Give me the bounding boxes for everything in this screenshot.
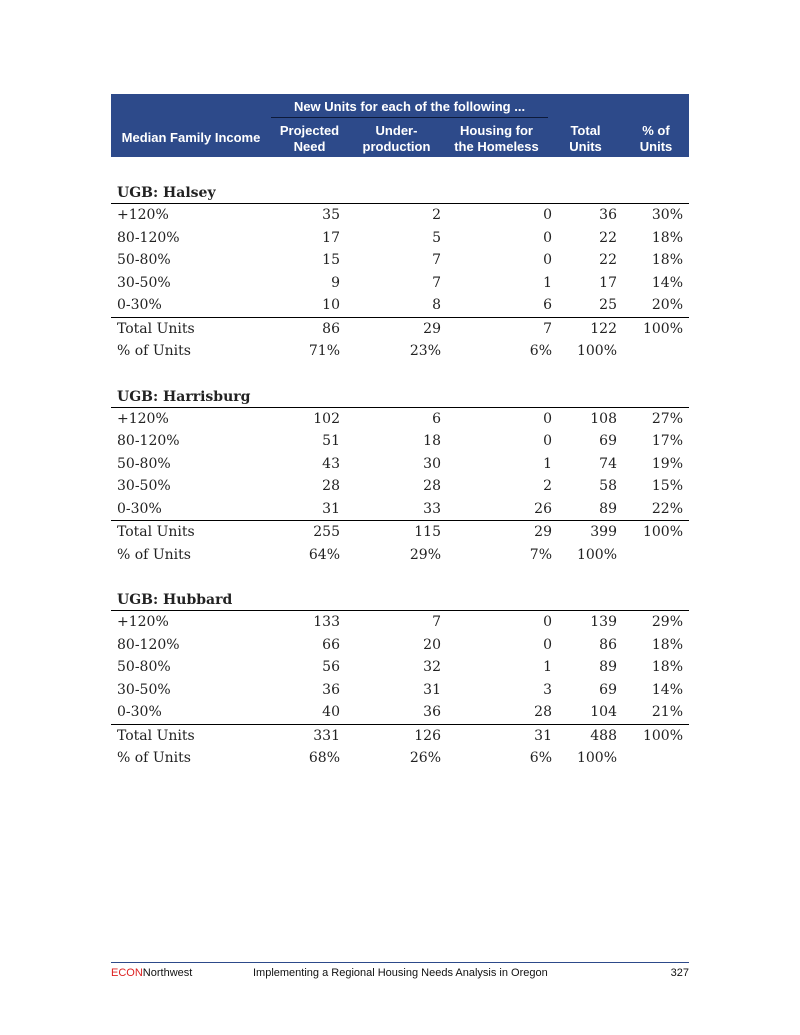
cell-col1: 9 [331, 274, 340, 291]
cell-col3: 6% [529, 750, 552, 766]
section-2 [111, 590, 689, 770]
brand-northwest [143, 967, 193, 979]
cell-col4: 25 [599, 297, 617, 313]
cell-col1: 28 [322, 478, 340, 494]
table-row [111, 408, 689, 431]
cell-col4: 58 [599, 478, 617, 494]
total-row [111, 317, 689, 341]
cell-col2: 2 [432, 207, 441, 223]
cell-col3: 0 [543, 614, 552, 630]
cell-col1: 255 [313, 524, 340, 540]
cell-col3: 3 [543, 681, 552, 698]
page-footer [111, 962, 689, 981]
cell-col5: 100% [642, 524, 683, 540]
table-body [111, 183, 689, 770]
percent-row [111, 747, 689, 770]
cell-col1: 15 [322, 252, 340, 268]
section-1 [111, 387, 689, 567]
table-row [111, 701, 689, 724]
cell-col3: 29 [534, 524, 552, 540]
cell-col3: 0 [543, 410, 552, 427]
table-row [111, 475, 689, 498]
cell-col2: 7 [432, 252, 441, 268]
header-pct-units-line2: Units [639, 139, 673, 154]
housing-needs-table [111, 94, 689, 770]
cell-col4: 100% [576, 750, 617, 766]
cell-col4: 488 [590, 727, 617, 744]
cell-col2: 23% [409, 343, 441, 359]
cell-col3: 7% [529, 546, 552, 563]
cell-col1: 133 [313, 614, 340, 630]
cell-col5: 27% [651, 410, 683, 427]
cell-col2: 26% [409, 750, 441, 766]
cell-col2: 31 [423, 681, 441, 698]
brand-econ: ECON [111, 967, 143, 979]
total-row [111, 724, 689, 748]
table-row [111, 611, 689, 634]
cell-col1: 35 [322, 207, 340, 223]
row-label: 30-50% [117, 478, 171, 494]
table-row [111, 249, 689, 272]
cell-col4: 17 [599, 274, 617, 291]
table-row [111, 272, 689, 295]
cell-col3: 2 [543, 478, 552, 494]
cell-col5: 18% [651, 636, 683, 653]
total-row [111, 520, 689, 544]
cell-col3: 0 [543, 636, 552, 653]
row-label: +120% [117, 207, 169, 223]
cell-col2: 33 [423, 500, 441, 517]
cell-col1: 71% [308, 343, 340, 359]
cell-col1: 10 [322, 297, 340, 313]
cell-col3: 0 [543, 207, 552, 223]
row-label: +120% [117, 410, 169, 427]
header-total-units-line1: Total [570, 123, 601, 138]
header-underproduction-line1: Under- [375, 123, 418, 138]
cell-col2: 29% [409, 546, 441, 563]
cell-col2: 28 [423, 478, 441, 494]
cell-col5: 29% [651, 614, 683, 630]
cell-col4: 89 [599, 500, 617, 517]
row-label: % of Units [117, 343, 191, 359]
cell-col1: 64% [308, 546, 340, 563]
cell-col3: 6 [543, 297, 552, 313]
row-label: 30-50% [117, 274, 171, 291]
cell-col2: 36 [423, 704, 441, 720]
cell-col2: 30 [423, 455, 441, 472]
cell-col4: 22 [599, 252, 617, 268]
table-header [111, 94, 689, 157]
cell-col2: 7 [432, 614, 441, 630]
cell-col1: 36 [322, 681, 340, 698]
cell-col2: 7 [432, 274, 441, 291]
cell-col5: 18% [651, 252, 683, 268]
cell-col3: 7 [543, 320, 552, 337]
section-title: UGB: Harrisburg [111, 387, 689, 408]
row-label: 80-120% [117, 229, 180, 246]
cell-col4: 100% [576, 343, 617, 359]
group-header-rule [271, 117, 548, 118]
cell-col4: 139 [590, 614, 617, 630]
cell-col1: 68% [308, 750, 340, 766]
section-0 [111, 183, 689, 363]
cell-col3: 6% [529, 343, 552, 359]
cell-col4: 100% [576, 546, 617, 563]
cell-col2: 8 [432, 297, 441, 313]
row-label: 30-50% [117, 681, 171, 698]
row-label: 0-30% [117, 500, 162, 517]
section-title: UGB: Hubbard [111, 590, 689, 611]
cell-col2: 20 [423, 636, 441, 653]
header-pct-units-line1: % of [642, 123, 670, 138]
cell-col3: 0 [543, 229, 552, 246]
cell-col1: 51 [322, 433, 340, 449]
cell-col3: 0 [543, 252, 552, 268]
cell-col2: 115 [414, 524, 441, 540]
cell-col3: 31 [534, 727, 552, 744]
cell-col4: 399 [590, 524, 617, 540]
cell-col4: 122 [590, 320, 617, 337]
cell-col5: 18% [651, 659, 683, 675]
row-label: 0-30% [117, 704, 162, 720]
table-row [111, 430, 689, 453]
cell-col3: 1 [543, 274, 552, 291]
cell-col5: 100% [642, 320, 683, 337]
cell-col1: 40 [322, 704, 340, 720]
cell-col2: 32 [423, 659, 441, 675]
table-row [111, 204, 689, 227]
header-total-units [548, 123, 623, 155]
cell-col1: 86 [322, 320, 340, 337]
cell-col5: 19% [651, 455, 683, 472]
table-row [111, 656, 689, 679]
cell-col5: 22% [651, 500, 683, 517]
row-label: 80-120% [117, 433, 180, 449]
header-projected-need-line1: Projected [279, 123, 340, 138]
percent-row [111, 340, 689, 363]
cell-col5: 100% [642, 727, 683, 744]
cell-col4: 69 [599, 433, 617, 449]
row-label: % of Units [117, 546, 191, 563]
table-row [111, 227, 689, 250]
cell-col3: 26 [534, 500, 552, 517]
cell-col3: 1 [543, 659, 552, 675]
cell-col4: 74 [599, 455, 617, 472]
row-label: 50-80% [117, 455, 171, 472]
cell-col1: 43 [322, 455, 340, 472]
cell-col5: 21% [651, 704, 683, 720]
cell-col3: 1 [543, 455, 552, 472]
cell-col4: 104 [590, 704, 617, 720]
cell-col5: 17% [651, 433, 683, 449]
cell-col1: 66 [322, 636, 340, 653]
cell-col4: 108 [590, 410, 617, 427]
cell-col5: 30% [651, 207, 683, 223]
table-row [111, 679, 689, 702]
cell-col5: 14% [651, 274, 683, 291]
cell-col5: 14% [651, 681, 683, 698]
cell-col1: 331 [313, 727, 340, 744]
cell-col1: 56 [322, 659, 340, 675]
cell-col4: 22 [599, 229, 617, 246]
percent-row [111, 544, 689, 567]
cell-col5: 18% [651, 229, 683, 246]
cell-col4: 89 [599, 659, 617, 675]
header-projected-need [271, 123, 348, 155]
row-label: Total Units [117, 524, 195, 540]
cell-col4: 86 [599, 636, 617, 653]
header-median-family-income: Median Family Income [121, 130, 261, 145]
header-total-units-line2: Units [569, 139, 602, 154]
document-title: Implementing a Regional Housing Needs Analysis in Oregon [253, 967, 548, 979]
cell-col2: 18 [423, 433, 441, 449]
cell-col4: 69 [599, 681, 617, 698]
cell-col1: 31 [322, 500, 340, 517]
row-label: 50-80% [117, 252, 171, 268]
brand-logo [111, 967, 192, 979]
page-number: 327 [670, 967, 689, 979]
row-label: 0-30% [117, 297, 162, 313]
cell-col4: 36 [599, 207, 617, 223]
group-header: New Units for each of the following ... [293, 99, 526, 114]
header-homeless-line2: the Homeless [454, 139, 539, 154]
cell-col2: 5 [432, 229, 441, 246]
cell-col1: 102 [313, 410, 340, 427]
table-row [111, 498, 689, 521]
row-label: Total Units [117, 320, 195, 337]
cell-col1: 17 [322, 229, 340, 246]
header-underproduction-line2: production [362, 139, 431, 154]
row-label: 80-120% [117, 636, 180, 653]
header-underproduction [348, 123, 445, 155]
header-pct-units [623, 123, 689, 155]
cell-col5: 15% [651, 478, 683, 494]
brand-rest: orthwest [150, 967, 193, 979]
table-row [111, 294, 689, 317]
section-title: UGB: Halsey [111, 183, 689, 204]
cell-col3: 28 [534, 704, 552, 720]
row-label: % of Units [117, 750, 191, 766]
cell-col5: 20% [651, 297, 683, 313]
cell-col3: 0 [543, 433, 552, 449]
cell-col2: 29 [423, 320, 441, 337]
table-row [111, 634, 689, 657]
header-homeless-line1: Housing for [460, 123, 533, 138]
table-row [111, 453, 689, 476]
row-label: 50-80% [117, 659, 171, 675]
brand-n: N [142, 967, 151, 979]
header-projected-need-line2: Need [293, 139, 326, 154]
cell-col2: 6 [432, 410, 441, 427]
header-homeless [445, 123, 548, 155]
row-label: +120% [117, 614, 169, 630]
row-label: Total Units [117, 727, 195, 744]
cell-col2: 126 [414, 727, 441, 744]
